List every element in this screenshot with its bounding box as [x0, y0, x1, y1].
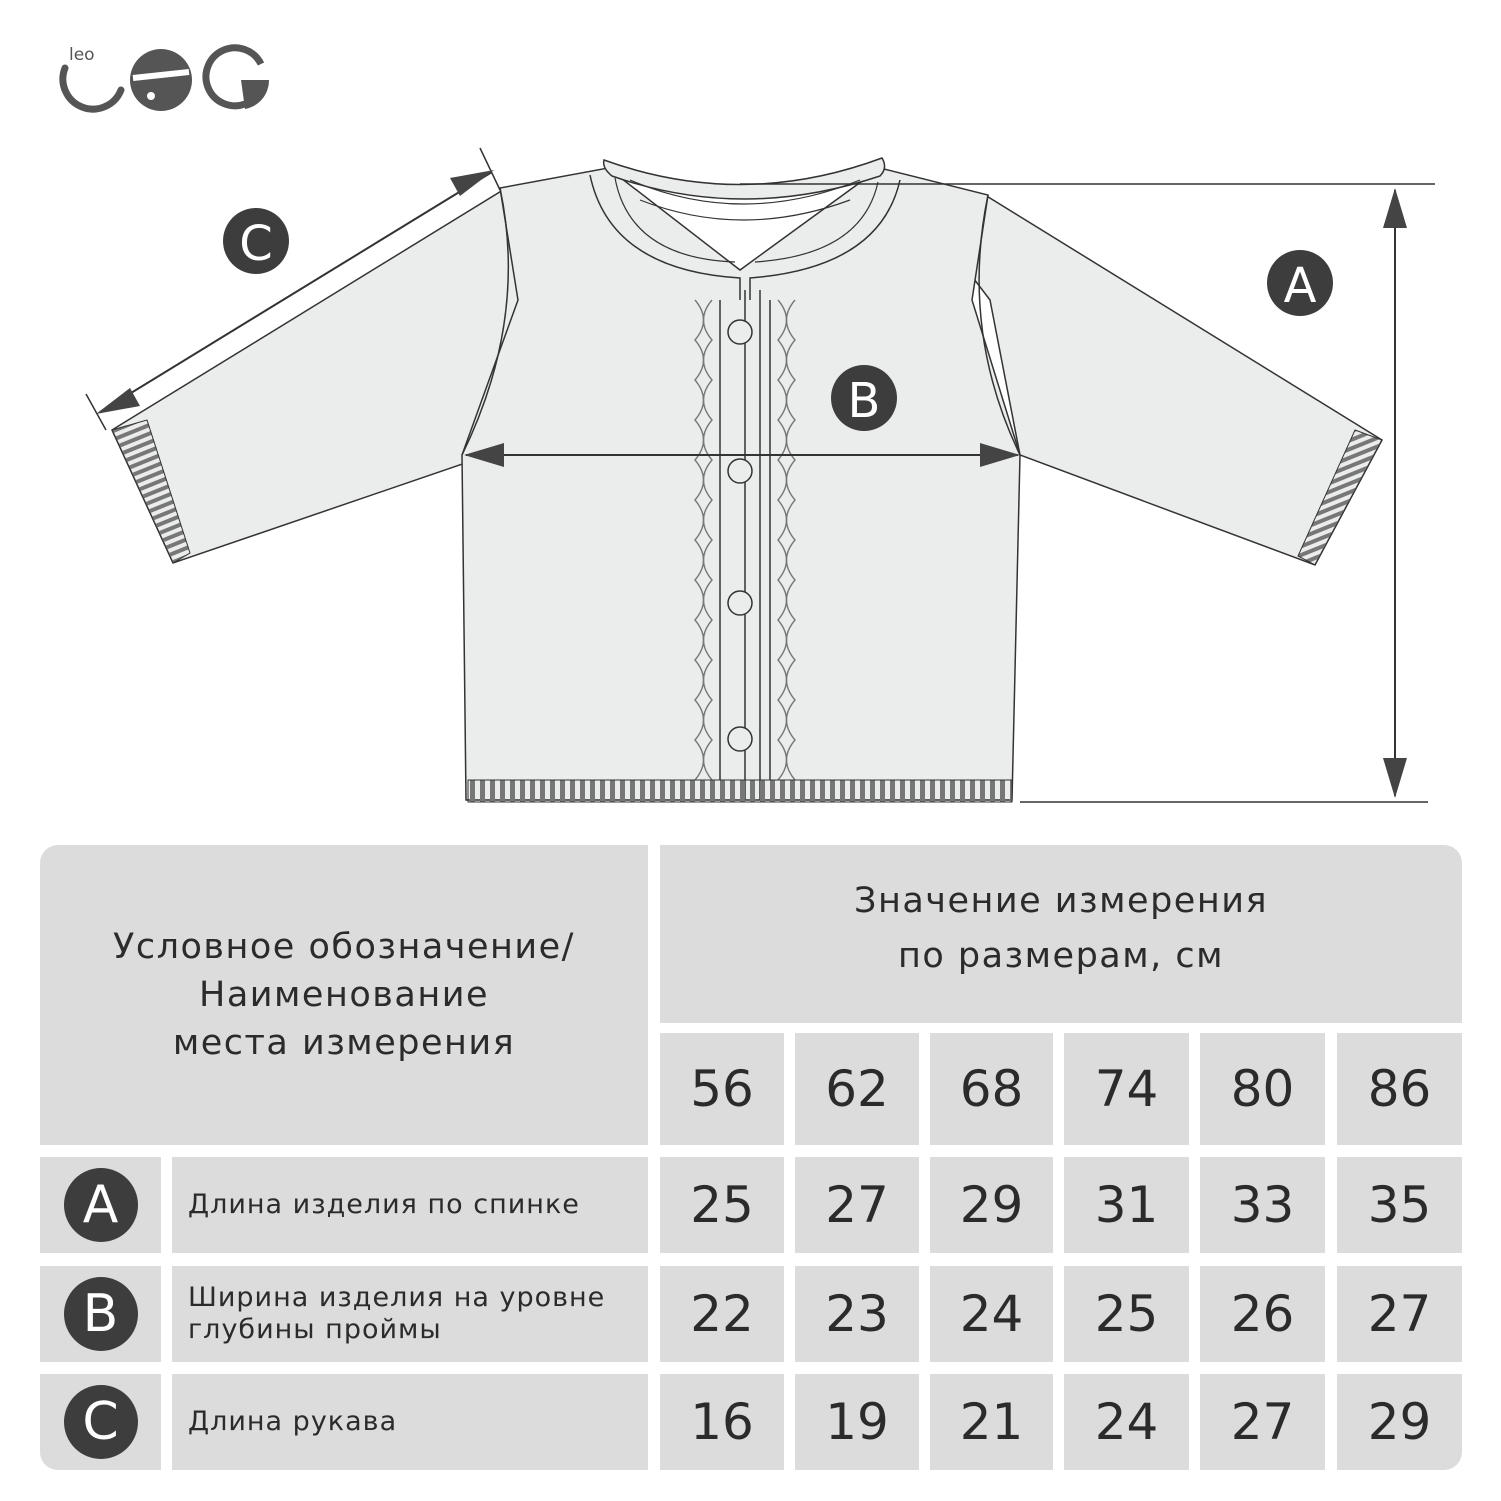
- hem-rib: [468, 780, 1012, 802]
- row-c-name: Длина рукава: [188, 1406, 398, 1437]
- value-cell: 24: [1064, 1374, 1189, 1470]
- value-cell: 27: [795, 1157, 919, 1253]
- size-cell: 80: [1200, 1033, 1325, 1145]
- garment-body: [462, 168, 1020, 800]
- value-cell: 22: [660, 1266, 784, 1362]
- marker-a-badge: A: [64, 1168, 138, 1242]
- value-cell: 19: [795, 1374, 919, 1470]
- value-cell: 33: [1200, 1157, 1325, 1253]
- row-a-marker-cell: [40, 1157, 161, 1253]
- value-cell: 35: [1337, 1157, 1462, 1253]
- header-right-text: Значение измерения по размерам, см: [854, 881, 1268, 976]
- marker-b-badge: B: [64, 1277, 138, 1351]
- size-cell: 56: [660, 1033, 784, 1145]
- value-cell: 25: [660, 1157, 784, 1253]
- size-cell: 62: [795, 1033, 919, 1145]
- collar-back: [604, 158, 885, 199]
- row-b-name-cell: [172, 1266, 648, 1362]
- marker-c-label: C: [239, 216, 273, 272]
- header-left-cell: [40, 845, 648, 1145]
- value-cell: 26: [1200, 1266, 1325, 1362]
- size-cell: 86: [1337, 1033, 1462, 1145]
- marker-a-label: A: [1283, 258, 1317, 314]
- header-left-text: Условное обозначение/ Наименование места измерения: [113, 927, 575, 1063]
- value-cell: 21: [930, 1374, 1053, 1470]
- value-cell: 27: [1200, 1374, 1325, 1470]
- size-cell: 74: [1064, 1033, 1189, 1145]
- value-cell: 16: [660, 1374, 784, 1470]
- value-cell: 24: [930, 1266, 1053, 1362]
- marker-b-label: B: [847, 373, 881, 429]
- brand-logo: [55, 38, 275, 118]
- value-cell: 29: [1337, 1374, 1462, 1470]
- row-a-name: Длина изделия по спинке: [188, 1189, 580, 1220]
- value-cell: 31: [1064, 1157, 1189, 1253]
- row-c-name-cell: [172, 1374, 648, 1470]
- value-cell: 23: [795, 1266, 919, 1362]
- row-c-marker-cell: [40, 1374, 161, 1470]
- logo-small-text: leo: [69, 45, 95, 65]
- row-b-marker-cell: [40, 1266, 161, 1362]
- row-b-name: Ширина изделия на уровне глубины проймы: [188, 1282, 606, 1345]
- value-cell: 25: [1064, 1266, 1189, 1362]
- header-right-cell: [660, 845, 1462, 1023]
- value-cell: 27: [1337, 1266, 1462, 1362]
- value-cell: 29: [930, 1157, 1053, 1253]
- size-cell: 68: [930, 1033, 1053, 1145]
- marker-c-badge: C: [64, 1385, 138, 1459]
- garment-diagram: [0, 130, 1501, 820]
- row-a-name-cell: [172, 1157, 648, 1253]
